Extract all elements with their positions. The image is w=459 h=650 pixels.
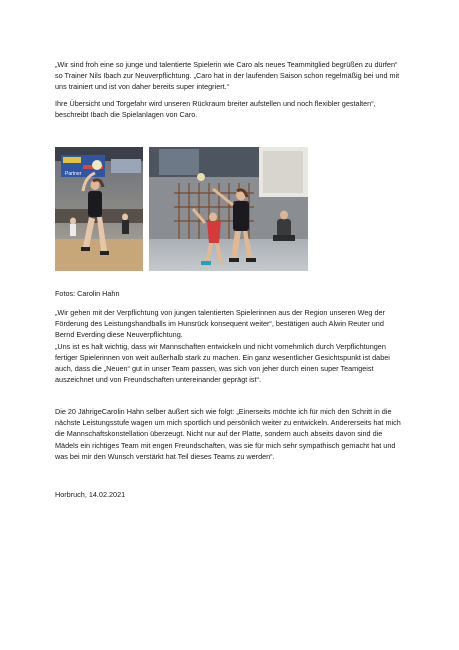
photo-left-image bbox=[55, 147, 143, 271]
player-quote-paragraph: Die 20 JährigeCarolin Hahn selber äußert sich wie folgt: „Einerseits möchte ich für mich den Schritt in die nächste Leistungsstufe wagen um mich sportlich und persönlich weiter zu entwickeln. Andererseits hat mich die Mannschaftskonstellation überzeugt. Nicht nur auf der Platte, sondern auch abseits davon sind die Mädels ein richtiges Team mit engen Freundschaften, was sie für mich sehr sympathisch gemacht hat und was bei mir den Wunsch verstärkt hat Teil dieses Teams zu werden“. bbox=[55, 407, 401, 461]
banner-text: Partner bbox=[65, 171, 82, 177]
photo-right-image bbox=[149, 147, 308, 271]
intro-skills-paragraph: Ihre Übersicht und Torgefahr wird unseren Rückraum breiter aufstellen und noch flexibler gestalten“, beschreibt Ibach die Spielanlagen von Caro. bbox=[55, 99, 376, 120]
photo-credit: Fotos: Carolin Hahn bbox=[55, 289, 120, 298]
club-quote-paragraph: „Wir gehen mit der Verpflichtung von jungen talentierten Spielerinnen aus der Region unseren Weg der Förderung des Leistungshandballs im Hunsrück konsequent weiter“, bestätigen auch Alwin Reuter und Bernd Everding diese Neuverpflichtung. „Uns ist es halt wichtig, dass wir Mannschaften entwickeln und nicht vornehmlich durch Verpflichtungen fertiger Spielerinnen von weit außerhalb stark zu machen. Ein ganz wesentlicher Gesichtspunkt ist dabei auch, dass die „Neuen“ gut in unser Team passen, was sich von jeher durch einen super Teamgeist auszeichnet und von Freundschaften untereinander geprägt ist“. bbox=[55, 308, 390, 385]
photo-left-player-jump bbox=[55, 147, 143, 271]
intro-quote-paragraph: „Wir sind froh eine so junge und talentierte Spielerin wie Caro als neues Teammitglied begrüßen zu dürfen“ so Trainer Nils Ibach zur Neuverpflichtung. „Caro hat in der laufenden Saison schon regelmäßig bei und mit uns trainiert und ist von daher bereits super integriert.“ bbox=[55, 60, 400, 92]
photo-right-match-action bbox=[149, 147, 308, 271]
dateline: Horbruch, 14.02.2021 bbox=[55, 490, 126, 499]
